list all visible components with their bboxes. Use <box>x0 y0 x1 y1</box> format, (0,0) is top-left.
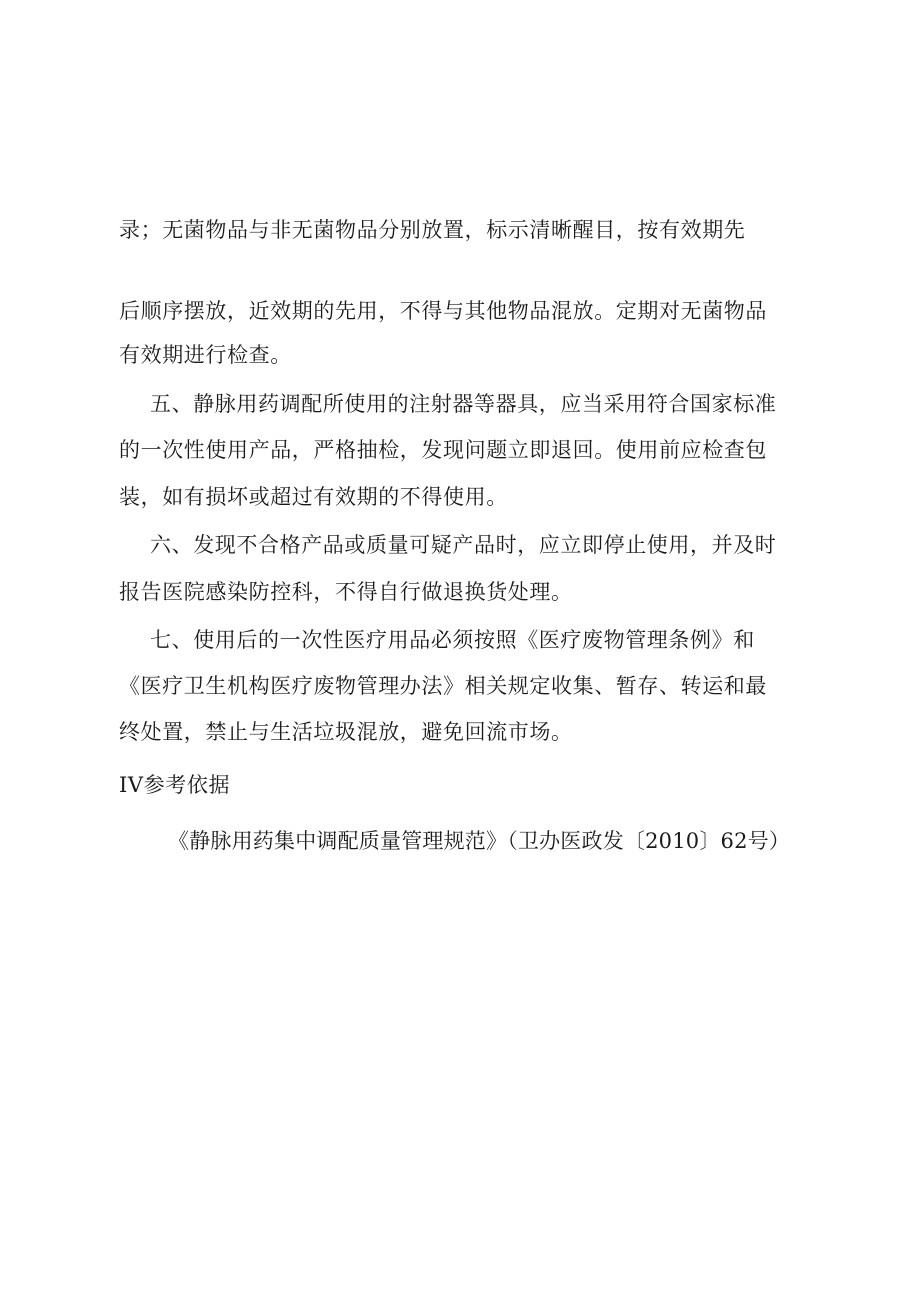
paragraph-line: 有效期进行检查。 <box>119 343 292 367</box>
paragraph-line: 录；无菌物品与非无菌物品分别放置，标示清晰醒目，按有效期先 <box>119 218 746 242</box>
paragraph-line: 装，如有损坏或超过有效期的不得使用。 <box>119 485 508 509</box>
paragraph-line: 的一次性使用产品，严格抽检，发现问题立即退回。使用前应检查包 <box>119 438 767 462</box>
paragraph-line: 后顺序摆放，近效期的先用，不得与其他物品混放。定期对无菌物品 <box>119 299 767 323</box>
reference-citation: 《静脉用药集中调配质量管理规范》（卫办医政发〔2010〕62号） <box>168 829 791 853</box>
paragraph-line: 《医疗卫生机构医疗废物管理办法》相关规定收集、暂存、转运和最 <box>119 674 767 698</box>
paragraph-line: 终处置，禁止与生活垃圾混放，避免回流市场。 <box>119 720 573 744</box>
paragraph-line: 五、静脉用药调配所使用的注射器等器具，应当采用符合国家标准 <box>150 392 777 416</box>
section-heading: IV参考依据 <box>119 773 231 797</box>
paragraph-line: 七、使用后的一次性医疗用品必须按照《医疗废物管理条例》和 <box>150 628 755 652</box>
paragraph-line: 报告医院感染防控科，不得自行做退换货处理。 <box>119 580 573 604</box>
paragraph-line: 六、发现不合格产品或质量可疑产品时，应立即停止使用，并及时 <box>150 533 777 557</box>
